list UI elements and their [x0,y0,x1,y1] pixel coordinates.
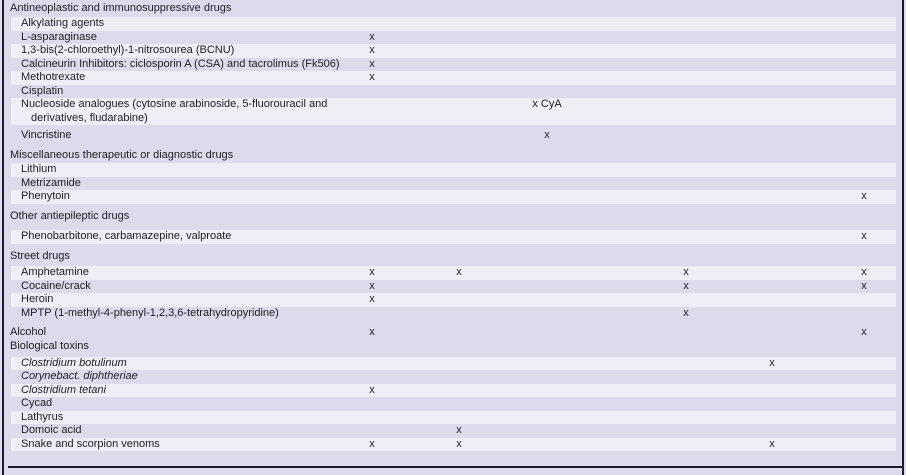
row-stripe [11,384,896,398]
table-row [0,85,906,99]
table-row [0,44,906,58]
table-row [0,384,906,398]
section-header-row [0,149,906,163]
row-label: Methotrexate [21,71,86,83]
table-row [0,293,906,307]
x-mark: x [683,306,689,319]
row-label: Antineoplastic and immunosuppressive drugs [10,2,232,14]
x-mark: x [369,30,375,43]
row-stripe [11,411,896,425]
row-stripe [11,163,896,177]
x-mark: x CyA [532,98,562,110]
row-label: Miscellaneous therapeutic or diagnostic drugs [10,149,234,161]
row-label: Cocaine/crack [21,279,91,292]
row-stripe [11,357,896,371]
table-row [0,357,906,371]
table-row [0,411,906,425]
table-row [0,266,906,280]
row-stripe [11,293,896,307]
row-label: Nucleoside analogues (cytosine arabinoside, 5-fluorouracil and derivatives, fludarabine) [21,98,328,124]
x-mark: x [369,293,375,305]
row-label: Phenytoin [21,190,70,202]
table-row [0,98,906,125]
table-row [0,177,906,191]
x-mark: x [769,437,775,450]
row-label: Other antiepileptic drugs [10,210,130,222]
section-header-row [0,250,906,264]
x-mark: x [861,190,867,202]
x-mark: x [861,326,867,338]
x-mark: x [369,57,375,70]
row-label: MPTP (1-methyl-4-phenyl-1,2,3,6-tetrahydropyridine) [21,306,279,319]
row-label: Clostridium tetani [21,383,106,396]
row-stripe [11,17,896,31]
row-label: L-asparaginase [21,30,97,43]
table-row [0,397,906,411]
x-mark: x [861,230,867,242]
section-header-row [0,210,906,224]
row-label: Domoic acid [21,424,82,436]
row-label: Calcineurin Inhibitors: ciclosporin A (CSA) and tacrolimus (Fk506) [21,57,340,70]
row-label: 1,3-bis(2-chloroethyl)-1-nitrosourea (BCNU) [21,44,235,56]
table-row [0,58,906,72]
table-row [0,424,906,438]
row-label: Cisplatin [21,84,64,97]
row-label: Street drugs [10,250,70,262]
row-stripe [11,266,896,280]
x-mark: x [369,266,375,278]
x-mark: x [369,383,375,396]
section-header-row [0,340,906,354]
table-row [0,31,906,45]
x-mark: x [861,279,867,292]
x-mark: x [769,356,775,369]
x-mark: x [369,44,375,56]
table-row [0,129,906,143]
table-row [0,17,906,31]
row-label: Snake and scorpion venoms [21,437,160,450]
row-stripe [11,71,896,85]
table-row [0,230,906,244]
table-row [0,307,906,321]
row-label: Lathyrus [21,410,64,423]
row-label: Alcohol [10,326,47,338]
table-row [0,370,906,384]
x-mark: x [456,437,462,450]
row-label: Alkylating agents [21,17,105,29]
row-label: Corynebact. diphtheriae [21,370,138,382]
x-mark: x [683,266,689,278]
row-label: Cycad [21,397,53,409]
table-row [0,190,906,204]
row-label: Vincristine [21,129,72,141]
section-header-row [0,2,906,16]
x-mark: x [369,326,375,338]
x-mark: x [456,266,462,278]
x-mark: x [369,437,375,450]
x-mark: x [683,279,689,292]
x-mark: x [369,71,375,83]
row-label: Lithium [21,163,57,175]
x-mark: x [544,129,550,141]
table-row [0,71,906,85]
x-mark: x [861,266,867,278]
row-stripe [11,190,896,204]
row-label: Amphetamine [21,266,89,278]
row-label: Clostridium botulinum [21,356,127,369]
x-mark: x [456,424,462,436]
table-row [0,163,906,177]
row-label: Phenobarbitone, carbamazepine, valproate [21,230,232,242]
row-label: Biological toxins [10,339,89,352]
table-row [0,438,906,452]
table-bottom-rule [8,466,904,468]
section-header-row [0,326,906,340]
row-label: Metrizamide [21,176,81,189]
row-label: Heroin [21,293,54,305]
table-row [0,280,906,294]
x-mark: x [369,279,375,292]
